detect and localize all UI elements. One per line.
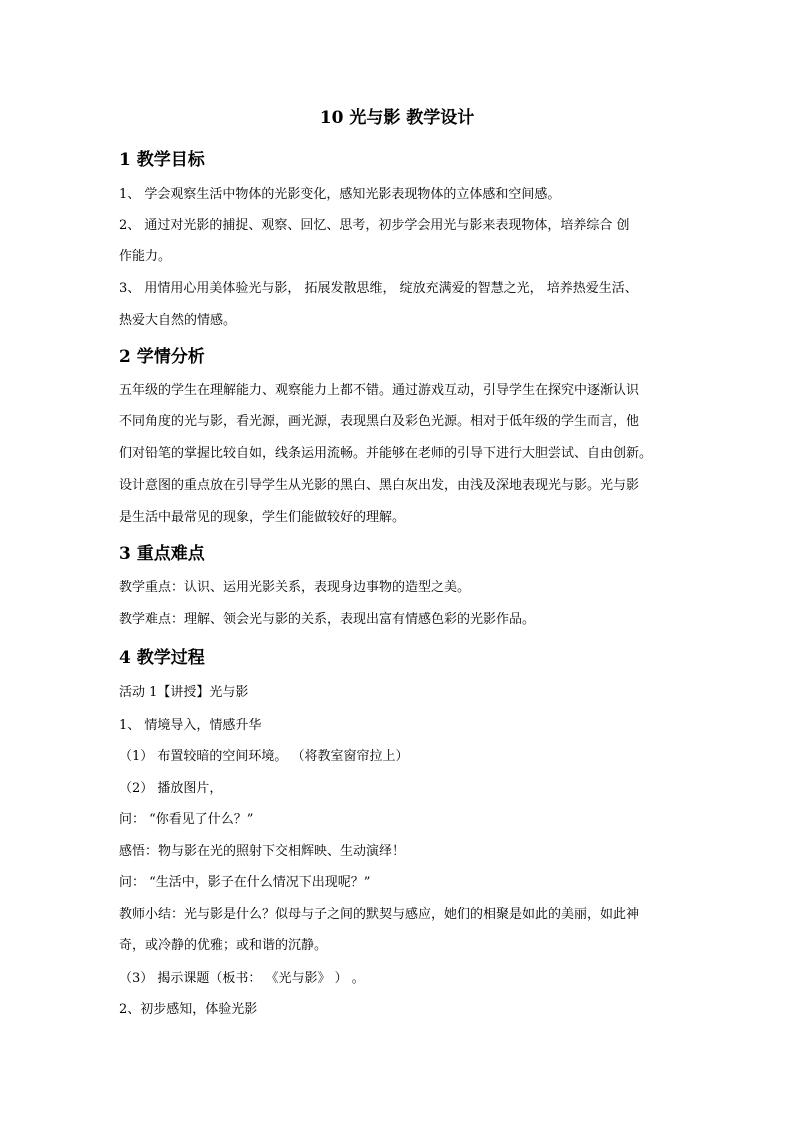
paragraph-line: 问： “你看见了什么？” (119, 812, 254, 827)
paragraph-line: （2） 播放图片， (119, 781, 223, 796)
section-heading-key-points: 3 重点难点 (119, 544, 205, 564)
paragraph-line: 1、 情境导入，情感升华 (119, 718, 262, 733)
section-heading-objectives: 1 教学目标 (119, 150, 205, 170)
section-heading-teaching-process: 4 教学过程 (119, 648, 205, 668)
paragraph-line: （1） 布置较暗的空间环境。 （将教室窗帘拉上） (119, 749, 409, 764)
paragraph-line: 2、 通过对光影的捕捉、观察、回忆、思考，初步学会用光与影来表现物体，培养综合 创 (119, 218, 630, 233)
paragraph-line: 教师小结：光与影是什么？似母与子之间的默契与感应，她们的相聚是如此的美丽，如此神 (119, 907, 640, 922)
paragraph-line: 作能力。 (119, 249, 172, 264)
paragraph-line: 奇，或冷静的优雅；或和谐的沉静。 (119, 938, 328, 953)
paragraph-line: 五年级的学生在理解能力、观察能力上都不错。通过游戏互动，引导学生在探究中逐渐认识 (119, 383, 640, 398)
paragraph-line: 们对铅笔的掌握比较自如，线条运用流畅。并能够在老师的引导下进行大胆尝试、自由创新。 (119, 446, 653, 461)
paragraph-line: 问： “生活中，影子在什么情况下出现呢？” (119, 875, 371, 890)
paragraph-line: 设计意图的重点放在引导学生从光影的黑白、黑白灰出发，由浅及深地表现光与影。光与影 (119, 478, 640, 493)
paragraph-line: 3、 用情用心用美体验光与影， 拓展发散思维， 绽放充满爱的智慧之光， 培养热爱生活、 (119, 281, 638, 296)
paragraph-line: （3） 揭示课题（板书： 《光与影》 ） 。 (119, 971, 365, 986)
paragraph-line: 热爱大自然的情感。 (119, 313, 237, 328)
paragraph-line: 不同角度的光与影，看光源，画光源，表现黑白及彩色光源。相对于低年级的学生而言，他 (119, 414, 640, 429)
paragraph-line: 教学难点：理解、领会光与影的关系，表现出富有情感色彩的光影作品。 (119, 612, 536, 627)
paragraph-line: 教学重点：认识、运用光影关系，表现身边事物的造型之美。 (119, 580, 471, 595)
paragraph-line: 1、 学会观察生活中物体的光影变化，感知光影表现物体的立体感和空间感。 (119, 187, 561, 202)
paragraph-line: 感悟：物与影在光的照射下交相辉映、生动演绎！ (119, 844, 406, 859)
paragraph-line: 2、初步感知，体验光影 (119, 1002, 258, 1017)
paragraph-line: 是生活中最常见的现象，学生们能做较好的理解。 (119, 510, 406, 525)
paragraph-line: 活动 1【讲授】光与影 (119, 685, 249, 700)
section-heading-learner-analysis: 2 学情分析 (119, 347, 205, 367)
document-title: 10 光与影 教学设计 (319, 108, 475, 128)
